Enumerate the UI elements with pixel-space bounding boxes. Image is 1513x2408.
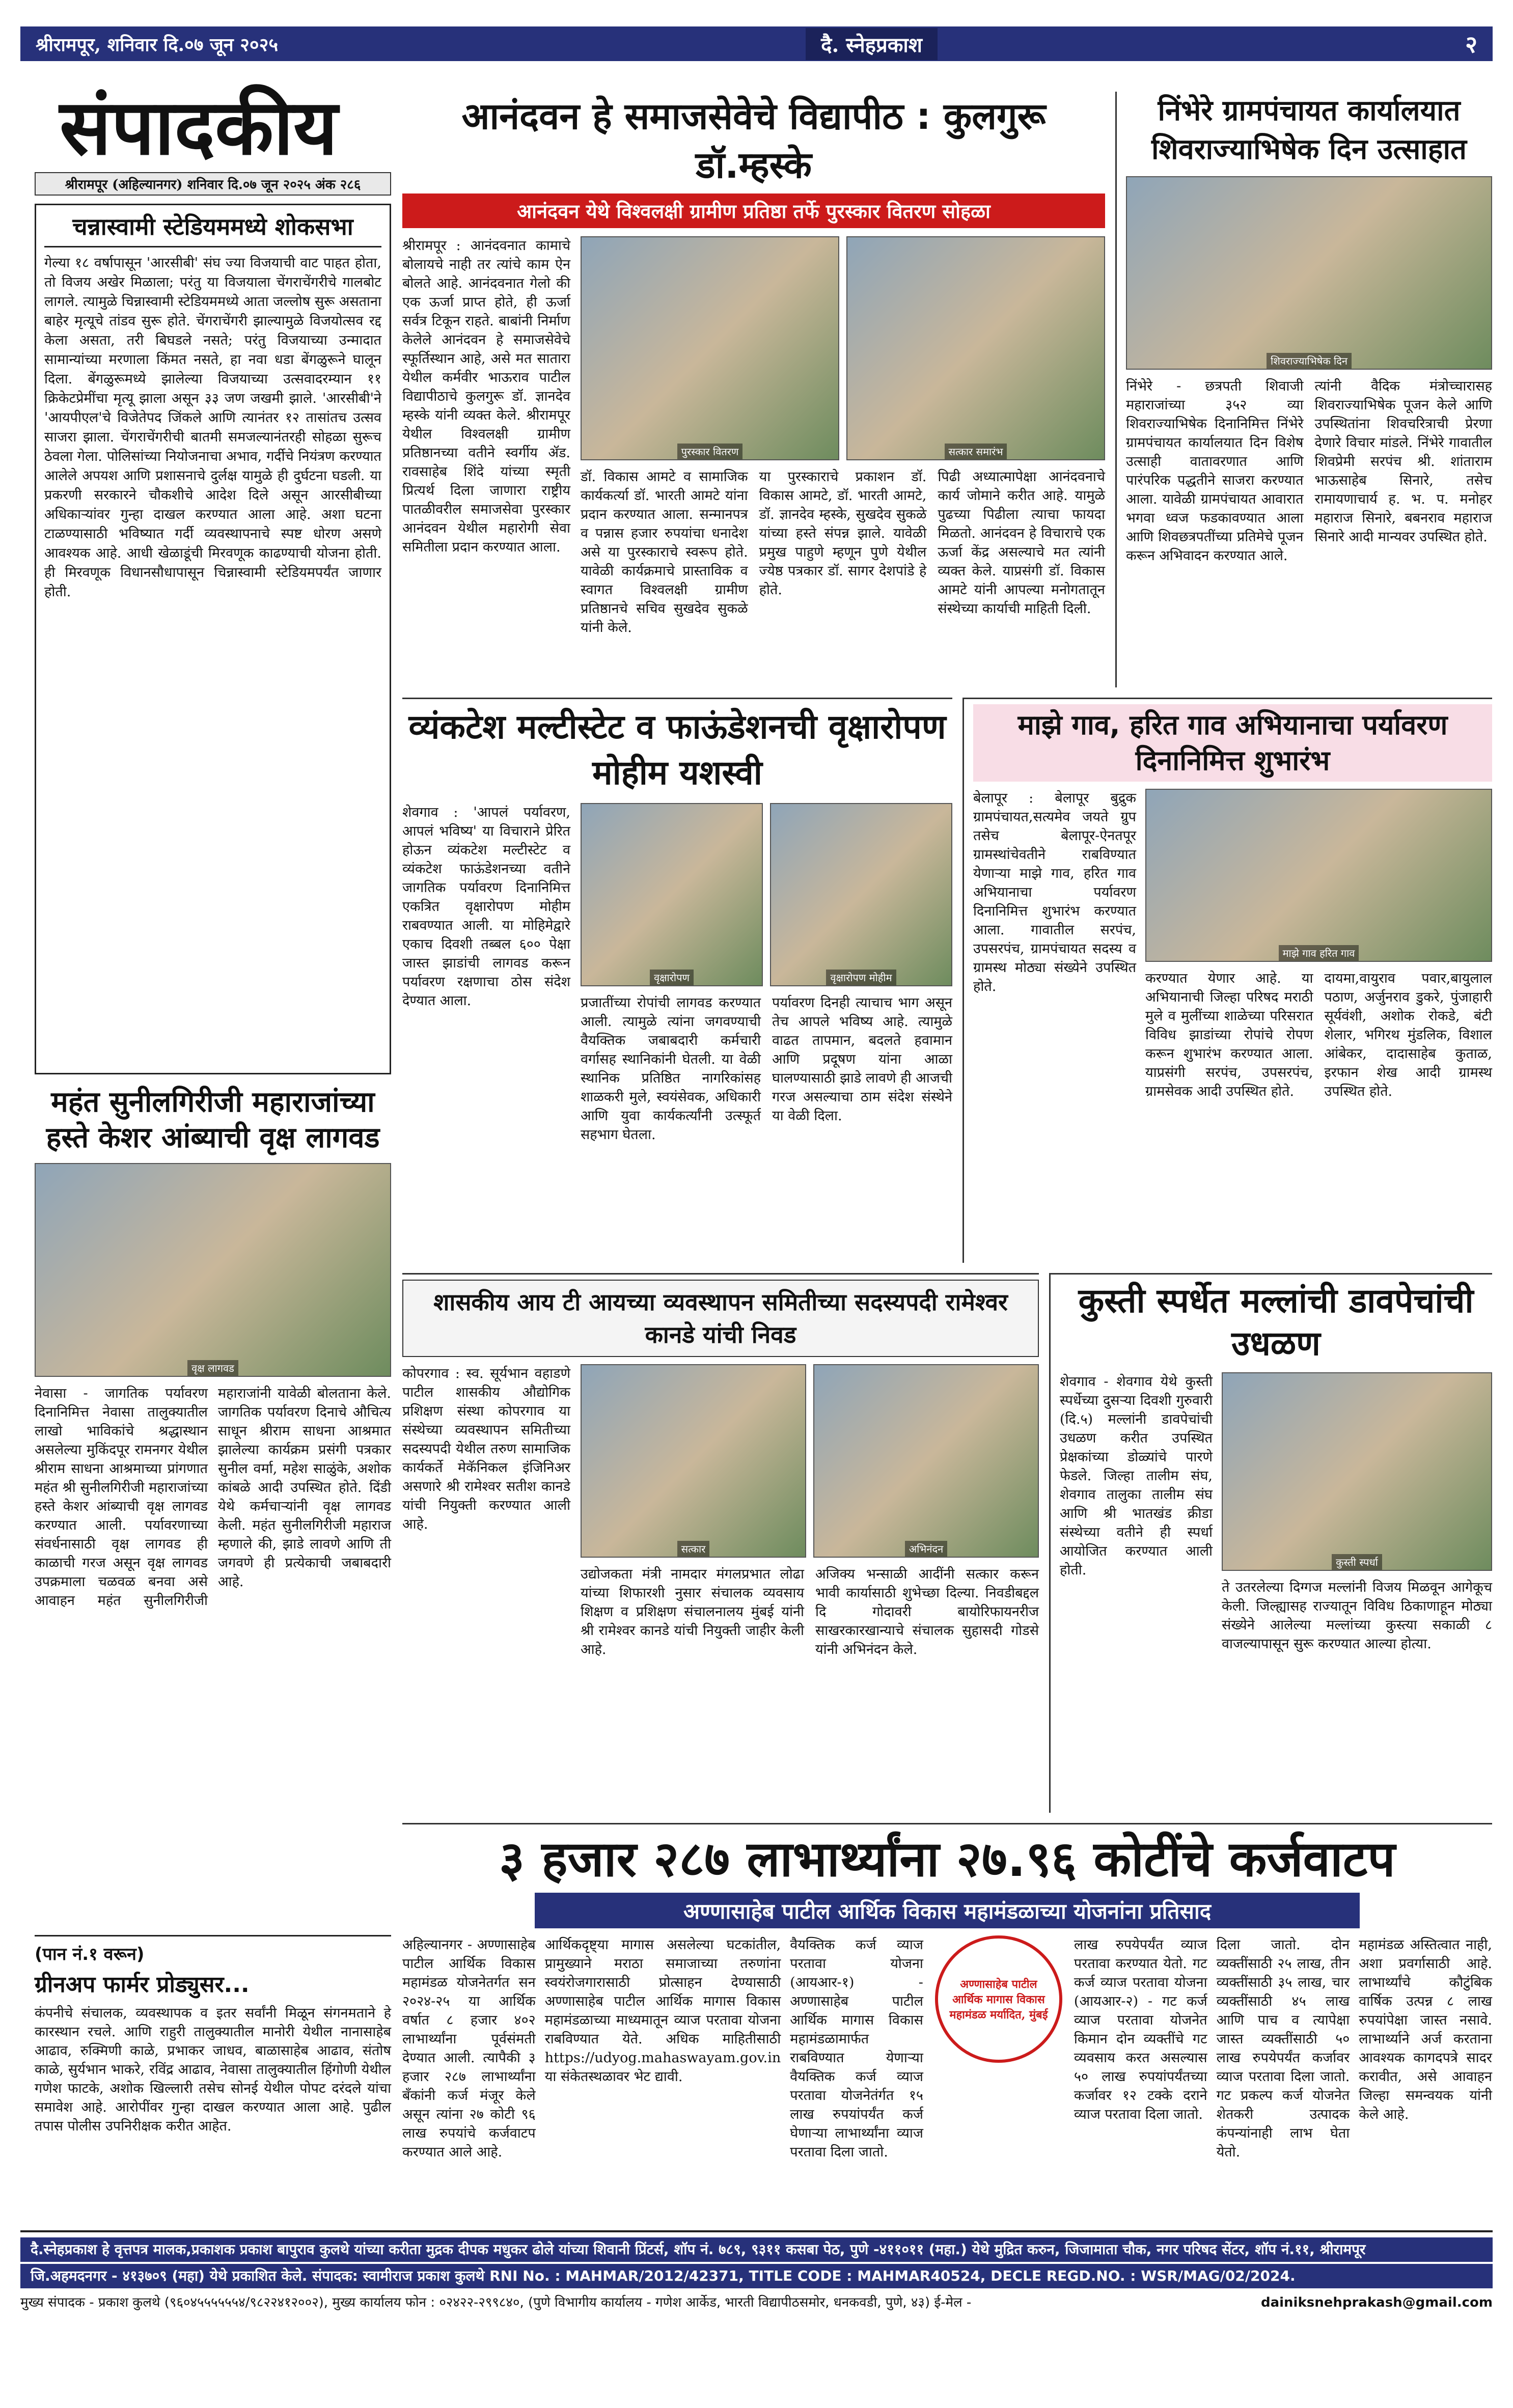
tree-planting-article xyxy=(35,1085,391,1925)
majhe-gav-col-2: करण्यात येणार आहे. या अभियानाची जिल्हा परिषद मराठी मुले व मुलींच्या शाळेच्या परिसरात विविध झाडांच्या रोपांचे रोपण करून शुभारंभ करण्यात आला. याप्रसंगी सरपंच, उपसरपंच, ग्रामसेवक आदी उपस्थित होते. xyxy=(1145,971,1313,1099)
anandwan-photo-2-caption: सत्कार समारंभ xyxy=(945,444,1007,459)
continued-headline: ग्रीनअप फार्मर प्रोड्युसर... xyxy=(35,1972,250,1998)
kusti-col-2: ते उतरलेल्या दिग्गज मल्लांनी विजय मिळवून आगेकूच केली. जिल्ह्यासह राज्यातून विविध ठिकाणाहून मोठ्या संख्येने आलेल्या मल्लांच्या कुस्त्या सकाळी ८ वाजल्यापासून सुरू करण्यात आल्या होत्या. xyxy=(1222,1580,1492,1652)
vyankatesh-col-3: पर्यावरण दिनही त्याचाच भाग असून तेच आपले भविष्य आहे. त्यामुळे वाढत तापमान, बदलते हवामान आणि प्रदूषण यांना आळा घालण्यासाठी झाडे लावणे ही आजची गरज असल्याचा ठाम संदेश संस्थेने या वेळी दिला. xyxy=(772,995,952,1124)
nimbhere-col-1: निंभेरे - छत्रपती शिवाजी महाराजांच्या ३५२ व्या शिवराज्याभिषेक दिनानिमित्त निंभेरे ग्रामपंचायत कार्यालयात दिन विशेष उत्साही वातावरणात आणि पारंपरिक पद्धतीने साजरा करण्यात आला. यावेळी ग्रामपंचायत आवारात भगवा ध्वज फडकावण्यात आला आणि शिवछत्रपतींच्या प्रतिमेचे पूजन करून अभिवादन करण्यात आले. xyxy=(1126,378,1304,564)
anandwan-subbar: आनंदवन येथे विश्वलक्षी ग्रामीण प्रतिष्ठा तर्फे पुरस्कार वितरण सोहळा xyxy=(402,193,1105,228)
vyankatesh-photo-1-caption: वृक्षारोपण xyxy=(650,970,694,985)
imprint-line-3 xyxy=(20,2291,1493,2314)
majhe-gav-photo-caption: माझे गाव हरित गाव xyxy=(1279,945,1359,961)
iti-col-1: कोपरगाव : स्व. सूर्यभान वहाडणे पाटील शासकीय औद्योगिक प्रशिक्षण संस्था कोपरगाव या संस्थेच्या व्यवस्थापन समितीच्या सदस्यपदी येथील तरुण सामाजिक कार्यकर्ते मेकॅनिकल इंजिनिअर असणारे श्री रामेश्वर सतीश कानडे यांची नियुक्ती करण्यात आली आहे. xyxy=(402,1366,570,1532)
loan-headline: ३ हजार २८७ लाभार्थ्यांना २७.९६ कोटींचे कर्जवाटप xyxy=(499,1831,1395,1888)
imprint-line-1: दै.स्नेहप्रकाश हे वृत्तपत्र मालक,प्रकाशक प्रकाश बापुराव कुलथे यांच्या करीता मुद्रक दीपक मधुकर ढोले यांच्या शिवानी प्रिंटर्स, शॉप नं. ७८९, ९३११ कसबा पेठ, पुणे -४११०११ (महा.) येथे मुद्रित करुन, जिजामाता चौक, नगर परिषद सेंटर, शॉप नं.११, श्रीरामपूर xyxy=(20,2237,1493,2262)
anandwan-photo-2 xyxy=(846,236,1105,460)
majhe-gav-article xyxy=(962,698,1492,1263)
loan-col-1: अहिल्यानगर - अण्णासाहेब पाटील आर्थिक विकास महामंडळ योजनेतर्गत सन २०२४-२५ या आर्थिक वर्षात ८ हजार ४०२ लाभार्थ्यांना पूर्वसंमती देण्यात आली. त्यापैकी ३ हजार २८७ लाभार्थ्यांना बँकांनी कर्ज मंजूर केले असून त्यांना २७ कोटी ९६ लाख रुपयांचे कर्जवाटप करण्यात आले आहे. xyxy=(402,1937,536,2160)
majhe-gav-headline: माझे गाव, हरित गाव अभियानाचा पर्यावरण दिनानिमित्त शुभारंभ xyxy=(1017,709,1448,777)
editorial-masthead xyxy=(46,81,351,173)
masthead-title: संपादकीय xyxy=(59,82,338,172)
kusti-col-1: शेवगाव - शेवगाव येथे कुस्ती स्पर्धेच्या दुसऱ्या दिवशी गुरुवारी (दि.५) मल्लांनी डावपेचांची उधळण करीत उपस्थित प्रेक्षकांच्या डोळ्यांचे पारणे फेडले. जिल्हा तालीम संघ, शेवगाव तालुका तालीम संघ आणि श्री भातखंड क्रीडा संस्थेच्या वतीने ही स्पर्धा आयोजित करण्यात आली होती. xyxy=(1060,1374,1213,1578)
iti-photo-2 xyxy=(813,1364,1039,1558)
majhe-gav-col-1: बेलापूर : बेलापूर बुद्रुक ग्रामपंचायत,सत्यमेव जयते ग्रुप तसेच बेलापूर-ऐनतपूर ग्रामस्थांचेवतीने राबविण्यात येणाऱ्या माझे गाव, हरित गाव अभियानाचा पर्यावरण दिनानिमित्त शुभारंभ करण्यात आला. गावातील सरपंच, उपसरपंच, ग्रामपंचायत सदस्य व ग्रामस्थ मोठ्या संख्येने उपस्थित होते. xyxy=(973,790,1136,994)
iti-col-3: अजिक्य भन्साळी आदींनी सत्कार करून भावी कार्यासाठी शुभेच्छा दिल्या. निवडीबद्दल दि गोदावरी बायोरिफायनरीज साखरकारखान्याचे संचालक सुहासदी गोडसे यांनी अभिनंदन केले. xyxy=(815,1566,1039,1657)
iti-photo-2-caption: अभिनंदन xyxy=(905,1541,947,1557)
editorial-article xyxy=(35,204,391,1074)
vyankatesh-body: शेवगाव : 'आपलं पर्यावरण, आपलं भविष्य' या विचाराने प्रेरित होऊन व्यंकटेश मल्टीस्टेट व व्यंकटेश फाऊंडेशनच्या वतीने जागतिक पर्यावरण दिनानिमित्त एकत्रित वृक्षारोपण मोहीम राबवण्यात आली. या मोहिमेद्वारे एकाच दिवशी तब्बल ६०० पेक्षा जास्त झाडांची लागवड करून पर्यावरण रक्षणाचा ठोस संदेश देण्यात आला. xyxy=(402,805,570,1009)
mahamandal-logo xyxy=(935,1935,1062,2063)
kusti-photo-caption: कुस्ती स्पर्धा xyxy=(1332,1554,1382,1570)
iti-photo-1 xyxy=(581,1364,806,1558)
vyankatesh-photo-1 xyxy=(581,803,763,986)
kusti-headline: कुस्ती स्पर्धेत मल्लांची डावपेचांची उधळण xyxy=(1078,1281,1474,1363)
anandwan-col-3: डॉ. विकास आमटे व सामाजिक कार्यकर्त्या डॉ. भारती आमटे यांना प्रदान करण्यात आला. सन्मानपत्र व पन्नास हजार रुपयांचा धनादेश असे या पुरस्काराचे स्वरूप होते. यावेळी कार्यक्रमाचे प्रास्ताविक व स्वागत विश्वलक्षी ग्रामीण प्रतिष्ठानचे सचिव सुखदेव सुकळे यांनी केले. xyxy=(581,469,748,635)
editorial-body: गेल्या १८ वर्षापासून 'आरसीबी' संघ ज्या विजयाची वाट पाहत होता, तो विजय अखेर मिळाला; परंतु या विजयाला चेंगराचेंगरीचे गालबोट लागले. त्यामुळे चिन्नास्वामी स्टेडियममध्ये आता जल्लोष सुरू असताना बाहेर मृत्यूचे तांडव सुरू होते. चेंगराचेंगरी झाल्यामुळे विजयोत्सव रद्द केला असता, तरी बिघडले नसते; परंतु विजयाच्या उन्मादात सामान्यांच्या मरणाला किंमत नसते, हा नवा धडा बेंगळुरूने घालून दिला. बेंगळुरूमध्ये झालेल्या विजयाच्या उत्सवादरम्यान ११ क्रिकेटप्रेमींचा मृत्यू झाला असून ३३ जण जखमी झाले. 'आरसीबी'ने 'आयपीएल'चे विजेतेपद जिंकले आणि त्यानंतर १२ तासांतच उत्सव साजरा झाला. चेंगराचेंगरीची बातमी समजल्यानंतरही सोहळा सुरूच ठेवला गेला. पोलिसांच्या नियोजनाचा अभाव, गर्दीचे नियंत्रण करण्यात आलेले अपयश आणि प्रशासनाचे दुर्लक्ष यामुळे ही दुर्घटना घडली. या प्रकरणी सरकारने चौकशीचे आदेश दिले असून आरसीबीच्या अधिकाऱ्यांवर गुन्हा दाखल करण्यात आला आहे. अशा घटना टाळण्यासाठी भविष्यात गर्दी व्यवस्थापनाचे स्पष्ट धोरण असणे आवश्यक आहे. आधी खेळाडूंची मिरवणूक काढण्याची योजना होती. ही मिरवणूक विधानसौधापासून चिन्नास्वामी स्टेडियमपर्यंत जाणार होती. xyxy=(44,255,381,600)
vyankatesh-article xyxy=(402,698,952,1263)
majhe-gav-col-3: दायमा,वायुराव पवार,बायुलाल पठाण, अर्जुनराव डुकरे, पुंजाहारी सूर्यवंशी, अशोक रोकडे, बंटी शेलार, भगिरथ मुंडलिक, विशाल आंबेकर, दादासाहेब कुताळ, इरफान शेख आदी ग्रामस्थ उपस्थित होते. xyxy=(1324,971,1492,1099)
loan-col-4: लाख रुपयेपर्यंत व्याज परतावा करण्यात येतो. गट कर्ज व्याज परतावा योजना (आयआर-२) - गट कर्ज व्याज परतावा योजनेत किमान दोन व्यक्तींचे गट व्यवसाय करत असल्यास ५० लाख रुपयांपर्यंतच्या कर्जावर १२ टक्के दराने व्याज परतावा दिला जातो. xyxy=(1074,1937,1207,2122)
header-page-number: २ xyxy=(1465,31,1477,58)
anandwan-article xyxy=(402,92,1105,687)
iti-col-2: उद्योजकता मंत्री नामदार मंगलप्रभात लोढा यांच्या शिफारशी नुसार संचालक व्यवसाय शिक्षण व प्रशिक्षण संचालनालय मुंबई यांनी श्री रामेश्वर कानडे यांची नियुक्ती जाहीर केली आहे. xyxy=(581,1566,804,1657)
continued-label: (पान नं.१ वरून) xyxy=(35,1944,145,1964)
tree-photo xyxy=(35,1163,391,1377)
nimbhere-article xyxy=(1115,92,1492,687)
loan-col-5: दिला जातो. दोन व्यक्तींसाठी २५ लाख, तीन व्यक्तींसाठी ३५ लाख, चार व्यक्तींसाठी ४५ लाख आणि पाच व त्यापेक्षा जास्त व्यक्तींसाठी ५० लाख रुपयेपर्यंत कर्जावर व्याज परतावा दिला जातो. गट प्रकल्प कर्ज योजनेत शेतकरी उत्पादक कंपन्यांनाही लाभ घेता येतो. xyxy=(1216,1937,1350,2160)
anandwan-photo-1 xyxy=(581,236,839,460)
loan-col-6: महामंडळ अस्तित्वात नाही, अशा प्रवर्गासाठी आहे. लाभार्थ्यांचे कौटुंबिक वार्षिक उत्पन्न ८ लाख रुपयांपेक्षा जास्त नसावे. लाभार्थ्याने अर्ज करताना आवश्यक कागदपत्रे सादर करावीत, असे आवाहन जिल्हा समन्वयक यांनी केले आहे. xyxy=(1359,1937,1492,2122)
loan-col-3: वैयक्तिक कर्ज व्याज परतावा योजना (आयआर-१) - अण्णासाहेब पाटील आर्थिक मागास विकास महामंडळामार्फत राबविण्यात येणाऱ्या वैयक्तिक कर्ज व्याज परतावा योजनेतंर्गत १५ लाख रुपयांपर्यंत कर्ज घेणाऱ्या लाभार्थ्यांना व्याज परतावा दिला जातो. xyxy=(790,1937,923,2160)
loan-article xyxy=(402,1823,1492,2220)
iti-article xyxy=(402,1273,1039,1813)
imprint-footer xyxy=(20,2230,1493,2314)
vyankatesh-headline: व्यंकटेश मल्टीस्टेट व फाऊंडेशनची वृक्षारोपण मोहीम यशस्वी xyxy=(408,707,946,792)
iti-headline: शासकीय आय टी आयच्या व्यवस्थापन समितीच्या सदस्यपदी रामेश्वर कानडे यांची निवड xyxy=(433,1288,1008,1348)
nimbhere-headline: निंभेरे ग्रामपंचायत कार्यालयात शिवराज्याभिषेक दिन उत्साहात xyxy=(1151,94,1467,166)
imprint-line-2: जि.अहमदनगर - ४१३७०९ (महा) येथे प्रकाशित केले. संपादक: स्वामीराज प्रकाश कुलथे RNI No. : MAHMAR/2012/42371, TITLE CODE : MAHMAR40524, DECLE REGD.NO. : WSR/MAG/02/2024. xyxy=(20,2264,1493,2288)
imprint-contact: मुख्य संपादक - प्रकाश कुलथे (९६०४५५५५५५४/९८२२४१२००२), मुख्य कार्यालय फोन : ०२४२२-२९९८४०, (पुणे विभागीय कार्यालय - गणेश आर्केड, भारती विद्यापीठसमोर, धनकवडी, पुणे, ४३) ई-मेल - xyxy=(20,2295,972,2310)
iti-photo-1-caption: सत्कार xyxy=(677,1541,710,1557)
nimbhere-photo-caption: शिवराज्याभिषेक दिन xyxy=(1267,353,1352,369)
mahamandal-logo-text: अण्णासाहेब पाटील आर्थिक मागास विकास महामंडळ मर्यादित, मुंबई xyxy=(949,1978,1048,2022)
loan-subbar: अण्णासाहेब पाटील आर्थिक विकास महामंडळाच्या योजनांना प्रतिसाद xyxy=(535,1893,1360,1928)
continued-article xyxy=(35,1935,391,2200)
anandwan-photo-1-caption: पुरस्कार वितरण xyxy=(677,444,743,459)
vyankatesh-col-2: प्रजातींच्या रोपांची लागवड करण्यात आली. त्यामुळे त्यांना जगवण्याची वैयक्तिक जबाबदारी कर्मचारी वर्गासह स्थानिकांनी घेतली. या वेळी स्थानिक प्रतिष्ठित नागरिकांसह शाळकरी मुले, स्वयंसेवक, अधिकारी आणि युवा कार्यकर्त्यांनी उत्स्फूर्त सहभाग घेतला. xyxy=(581,995,761,1143)
anandwan-col-5: पिढी अध्यात्मापेक्षा आनंदवनाचे कार्य जोमाने करीत आहे. यामुळे पुढच्या पिढीला त्याचा फायदा मिळतो. आनंदवन हे विचाराचे एक ऊर्जा केंद्र असल्याचे मत त्यांनी व्यक्त केले. याप्रसंगी डॉ. विकास आमटे यांनी आपल्या मनोगतातून संस्थेच्या कार्याची माहिती दिली. xyxy=(938,469,1106,617)
tree-photo-caption: वृक्ष लागवड xyxy=(187,1360,238,1376)
header-paper-name: दै. स्नेहप्रकाश xyxy=(806,28,938,60)
vyankatesh-photo-2 xyxy=(770,803,952,986)
nimbhere-col-2: त्यांनी वैदिक मंत्रोच्चारासह शिवराज्याभिषेक पूजन केले आणि उपस्थितांना शिवचरित्राची प्रेरणा देणारे विचार मांडले. निंभेरे गावातील शिवप्रेमी सरपंच श्री. शांताराम भाऊसाहेब सिनारे, तसेच रामायणाचार्य ह. भ. प. मनोहर महाराज सिनारे, बबनराव महाराज सिनारे आदी मान्यवर उपस्थित होते. xyxy=(1314,378,1492,545)
masthead-issue-line: श्रीरामपूर (अहिल्यानगर) शनिवार दि.०७ जून २०२५ अंक २८६ xyxy=(35,172,391,196)
page-header xyxy=(20,26,1493,61)
kusti-article xyxy=(1049,1273,1492,1813)
tree-headline: महंत सुनीलगिरीजी महाराजांच्या हस्ते केशर आंब्याची वृक्ष लागवड xyxy=(46,1086,380,1154)
continued-body: कंपनीचे संचालक, व्यवस्थापक व इतर सर्वांनी मिळून संगनमताने हे कारस्थान रचले. आणि राहुरी तालुक्यातील मानोरी येथील नानासाहेब आढाव, रुक्मिणी काळे, प्रभाकर जाधव, बाळासाहेब आढाव, संतोष काळे, सुर्यभान भाकरे, रविंद्र आढाव, नेवासा तालुक्यातील हिंगोणी येथील गणेश फाटके, अशोक खिल्लारी तसेच सोनई येथील पोपट दरंदले यांचा समावेश आहे. आरोपींवर गुन्हा दाखल करण्यात आला आहे. पुढील तपास पोलीस उपनिरीक्षक करीत आहेत. xyxy=(35,2005,391,2134)
vyankatesh-photo-2-caption: वृक्षारोपण मोहीम xyxy=(826,970,896,985)
loan-col-2: आर्थिकदृष्ट्या मागास असलेल्या घटकांतील, प्रामुख्याने मराठा समाजाच्या तरुणांना स्वयंरोजगारासाठी प्रोत्साहन देण्यासाठी अण्णासाहेब पाटील आर्थिक मागास विकास महामंडळाच्या माध्यमातून व्याज परतावा योजना राबविण्यात येते. अधिक माहितीसाठी https://udyog.mahaswayam.gov.in या संकेतस्थळावर भेट द्यावी. xyxy=(544,1937,781,2085)
kusti-photo xyxy=(1222,1372,1492,1571)
anandwan-headline: आनंदवन हे समाजसेवेचे विद्यापीठ : कुलगुरू डॉ.म्हस्के xyxy=(461,95,1046,186)
editorial-headline: चन्नास्वामी स्टेडियममध्ये शोकसभा xyxy=(44,210,381,247)
header-date: श्रीरामपूर, शनिवार दि.०७ जून २०२५ xyxy=(36,34,279,56)
tree-body: नेवासा - जागतिक पर्यावरण दिनानिमित्त नेवासा तालुक्यातील लाखो भाविकांचे श्रद्धास्थान असलेल्या मुकिंदपूर रामनगर येथील श्रीराम साधना आश्रमाच्या प्रांगणात महंत श्री सुनीलगिरीजी महाराजांच्या हस्ते केशर आंब्याची वृक्ष लागवड करण्यात आली. पर्यावरणाच्या संवर्धनासाठी वृक्ष लागवड ही काळाची गरज असून वृक्ष लागवड उपक्रमाला चळवळ बनवा असे आवाहन महंत सुनीलगिरीजी महाराजांनी यावेळी बोलताना केले. जागतिक पर्यावरण दिनाचे औचित्य साधून श्रीराम साधना आश्रमात झालेल्या कार्यक्रम प्रसंगी पत्रकार सुनील वर्मा, महेश साळुंके, अशोक कांबळे आदी उपस्थित होते. दिंडी येथे कर्मचाऱ्यांनी वृक्ष लागवड केली. महंत सुनीलगिरीजी महाराज म्हणाले की, झाडे लावणे आणि ती जगवणे ही प्रत्येकाची जबाबदारी आहे. xyxy=(35,1386,391,1609)
anandwan-body: श्रीरामपूर : आनंदवनात कामाचे बोलायचे नाही तर त्यांचे काम ऐन बोलते आहे. आनंदवनात गेलो की एक ऊर्जा प्राप्त होते, ही ऊर्जा सर्वत्र टिकून राहते. बाबांनी निर्माण केलेले आनंदवन हे समाजसेवेचे स्फूर्तिस्थान आहे, असे मत सातारा येथील कर्मवीर भाऊराव पाटील विद्यापीठाचे कुलगुरू डॉ. ज्ञानदेव म्हस्के यांनी व्यक्त केले. श्रीरामपूर येथील विश्वलक्षी ग्रामीण प्रतिष्ठानच्या वतीने स्वर्गीय ॲड. रावसाहेब शिंदे यांच्या स्मृती प्रित्यर्थ दिला जाणारा राष्ट्रीय पातळीवरील समाजसेवा पुरस्कार आनंदवन येथील महारोगी सेवा समितीला प्रदान करण्यात आला. xyxy=(402,238,570,555)
nimbhere-photo xyxy=(1126,176,1492,370)
majhe-gav-photo xyxy=(1145,789,1492,962)
imprint-email[interactable]: dainiksnehprakash@gmail.com xyxy=(1260,2295,1493,2310)
anandwan-col-4: या पुरस्काराचे प्रकाशन डॉ. विकास आमटे, डॉ. भारती आमटे, डॉ. ज्ञानदेव म्हस्के, सुखदेव सुकळे यांच्या हस्ते संपन्न झाले. यावेळी प्रमुख पाहुणे म्हणून पुणे येथील ज्येष्ठ पत्रकार डॉ. सागर देशपांडे हे होते. xyxy=(759,469,927,598)
